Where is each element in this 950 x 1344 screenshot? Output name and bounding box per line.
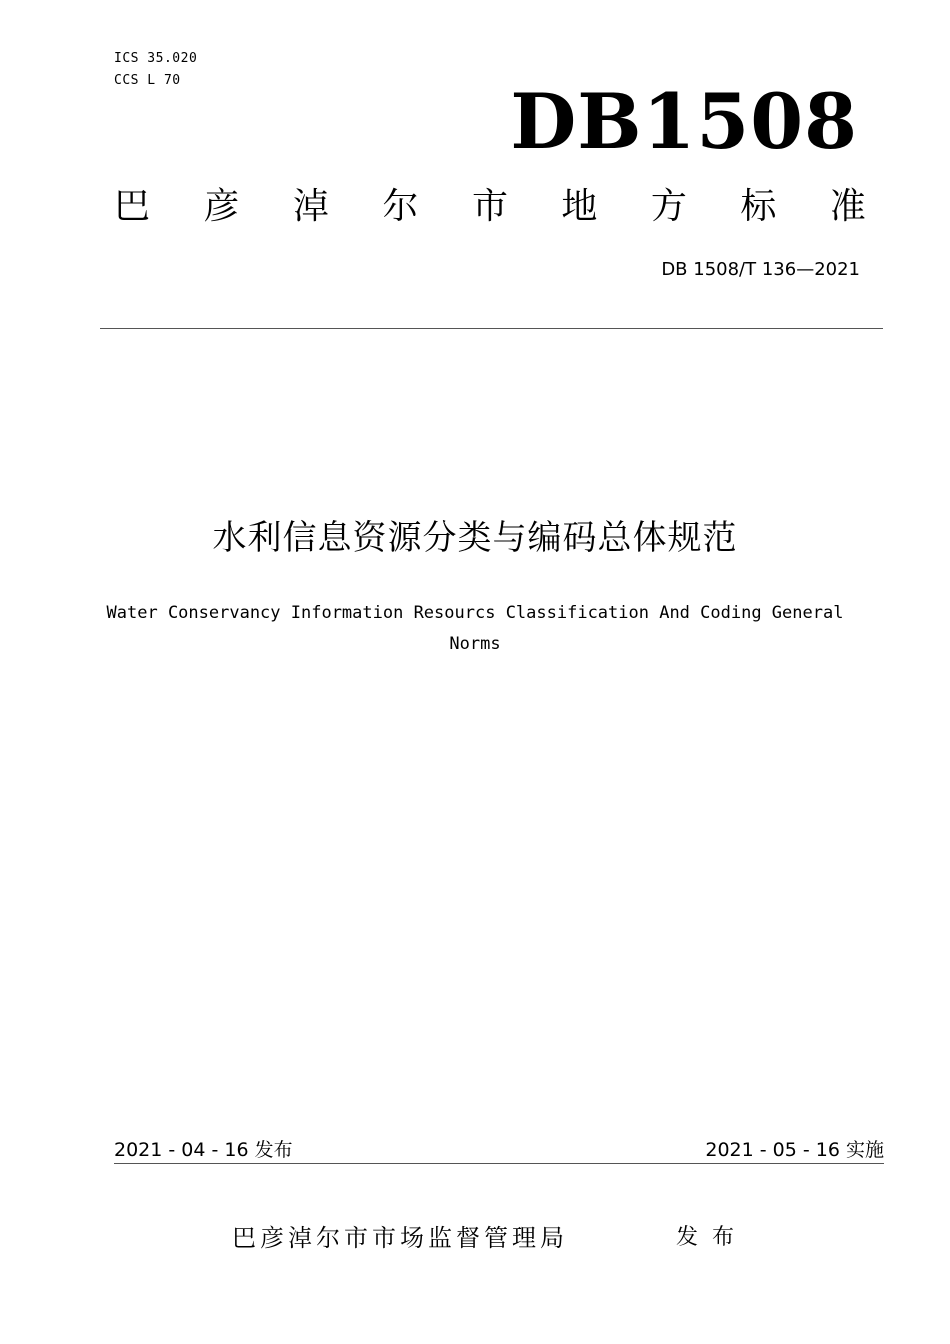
- classification-codes: [114, 48, 197, 92]
- ics-code: ICS 35.020: [114, 51, 198, 66]
- standard-type-char: 巴: [114, 186, 151, 227]
- standard-type-char: 标: [740, 186, 777, 227]
- issuing-authority: 巴彦淖尔市市场监督管理局: [232, 1224, 568, 1252]
- issue-label: 发布: [676, 1225, 749, 1250]
- standard-type-char: 淖: [292, 186, 329, 227]
- standard-type-char: 彦: [203, 186, 240, 227]
- standard-type-char: 地: [561, 186, 598, 227]
- standard-type-char: 准: [829, 186, 866, 227]
- standard-type-char: 尔: [382, 186, 419, 227]
- title-english: [80, 598, 870, 660]
- top-divider: [100, 328, 883, 329]
- title-chinese: 水利信息资源分类与编码总体规范: [212, 518, 738, 558]
- standard-type: [114, 180, 866, 234]
- implement-date: 2021 - 05 - 16 实施: [705, 1139, 884, 1161]
- db-code: DB1508: [510, 77, 858, 166]
- issue-date: 2021 - 04 - 16 发布: [114, 1139, 293, 1161]
- title-english-line2: Norms: [449, 634, 501, 654]
- title-english-line1: Water Conservancy Information Resourcs Classification And Coding General: [106, 603, 844, 623]
- ccs-code: CCS L 70: [114, 73, 181, 88]
- standard-type-char: 市: [471, 186, 508, 227]
- bottom-divider: [114, 1163, 884, 1164]
- standard-type-char: 方: [650, 186, 687, 227]
- standard-number: DB 1508/T 136—2021: [661, 259, 860, 280]
